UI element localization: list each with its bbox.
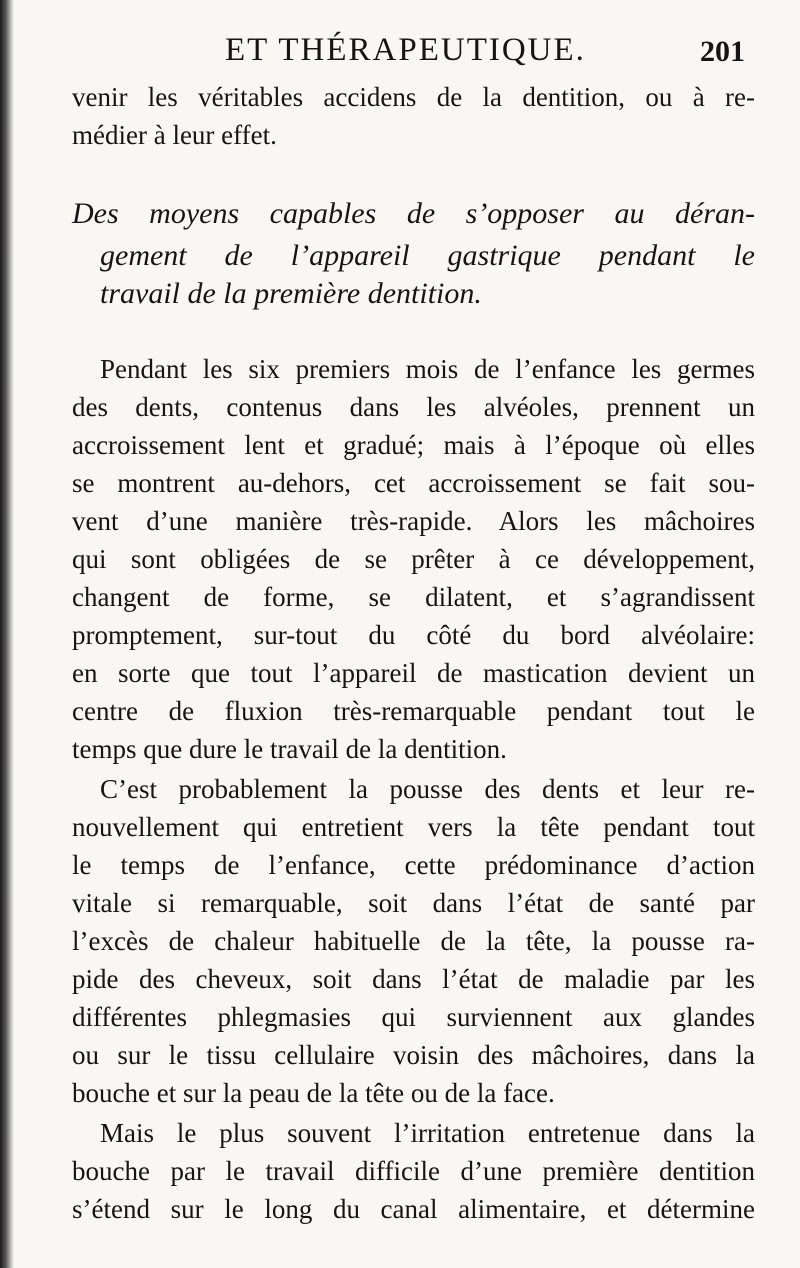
text-line: différentes phlegmasies qui surviennent aux glandes xyxy=(72,1002,755,1032)
text-line: accroissement lent et gradué; mais à l’époque où elles xyxy=(72,430,755,460)
text-line: changent de forme, se dilatent, et s’agrandissent xyxy=(72,582,755,612)
text-line: venir les véritables accidens de la dentition, ou à re- xyxy=(72,82,755,112)
text-line: vent d’une manière très-rapide. Alors les mâchoires xyxy=(72,506,755,536)
text-line: l’excès de chaleur habituelle de la tête, la pousse ra- xyxy=(72,926,755,956)
binding-shadow xyxy=(0,0,14,1268)
text-line: Mais le plus souvent l’irritation entretenue dans la xyxy=(100,1118,755,1148)
text-line: nouvellement qui entretient vers la tête pendant tout xyxy=(72,812,755,842)
text-line: des dents, contenus dans les alvéoles, prennent un xyxy=(72,392,755,422)
text-line: vitale si remarquable, soit dans l’état de santé par xyxy=(72,888,755,918)
text-line: qui sont obligées de se prêter à ce développement, xyxy=(72,544,755,574)
section-heading-line: Des moyens capables de s’opposer au déran- xyxy=(72,197,755,230)
section-heading-line: gement de l’appareil gastrique pendant le xyxy=(100,239,755,272)
text-line: se montrent au-dehors, cet accroissement se fait sou- xyxy=(72,468,755,498)
section-heading-line: travail de la première dentition. xyxy=(100,277,482,310)
text-line: C’est probablement la pousse des dents et leur re- xyxy=(100,774,755,804)
text-line: en sorte que tout l’appareil de mastication devient un xyxy=(72,658,755,688)
text-line: Pendant les six premiers mois de l’enfance les germes xyxy=(100,354,755,384)
text-line: promptement, sur-tout du côté du bord alvéolaire: xyxy=(72,620,755,650)
text-line: s’étend sur le long du canal alimentaire, et détermine xyxy=(72,1194,755,1224)
text-line: pide des cheveux, soit dans l’état de maladie par les xyxy=(72,964,755,994)
text-line: centre de fluxion très-remarquable pendant tout le xyxy=(72,696,755,726)
running-title: ET THÉRAPEUTIQUE. xyxy=(225,32,586,68)
text-line: le temps de l’enfance, cette prédominance d’action xyxy=(72,850,755,880)
text-line: médier à leur effet. xyxy=(72,120,277,150)
text-line: bouche par le travail difficile d’une première dentition xyxy=(72,1156,755,1186)
text-line: temps que dure le travail de la dentition. xyxy=(72,734,507,764)
text-line: ou sur le tissu cellulaire voisin des mâchoires, dans la xyxy=(72,1040,755,1070)
text-line: bouche et sur la peau de la tête ou de la face. xyxy=(72,1078,555,1108)
page-number: 201 xyxy=(700,35,745,68)
